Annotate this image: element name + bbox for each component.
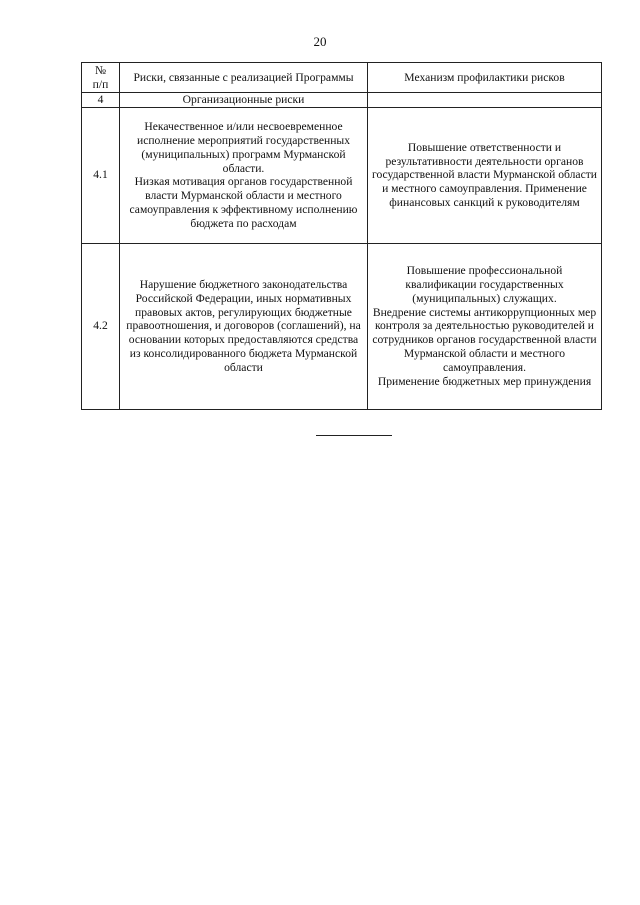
end-divider [316, 435, 392, 436]
section-title: Организационные риски [120, 93, 368, 108]
header-mechanism: Механизм профилактики рисков [368, 63, 602, 93]
section-row [82, 93, 602, 108]
table-row [82, 107, 602, 243]
row-risk: Некачественное и/или несвоевременное исполнение мероприятий государственных (муниципальных) программ Мурманской области. Низкая мотивация органов государственной власти Мурманской области и местного самоуправления к эффективному исполнению бюджета по расходам [120, 107, 368, 243]
risk-table [81, 62, 602, 410]
table-header-row [82, 63, 602, 93]
header-risks: Риски, связанные с реализацией Программы [120, 63, 368, 93]
table-row [82, 243, 602, 409]
section-empty-cell [368, 93, 602, 108]
row-mechanism: Повышение профессиональной квалификации государственных (муниципальных) служащих. Внедрение системы антикоррупционных мер контроля за деятельностью руководителей и сотрудников органов государственной власти Мурманской области и местного самоуправления. Применение бюджетных мер принуждения [368, 243, 602, 409]
section-num: 4 [82, 93, 120, 108]
row-num: 4.2 [82, 243, 120, 409]
header-num: № п/п [82, 63, 120, 93]
row-mechanism: Повышение ответственности и результативности деятельности органов государственной власти Мурманской области и местного самоуправления. Применение финансовых санкций к руководителям [368, 107, 602, 243]
row-risk: Нарушение бюджетного законодательства Российской Федерации, иных нормативных правовых актов, регулирующих бюджетные правоотношения, и договоров (соглашений), на основании которых предоставляются средства из консолидированного бюджета Мурманской области [120, 243, 368, 409]
page-number: 20 [313, 34, 327, 49]
row-num: 4.1 [82, 107, 120, 243]
